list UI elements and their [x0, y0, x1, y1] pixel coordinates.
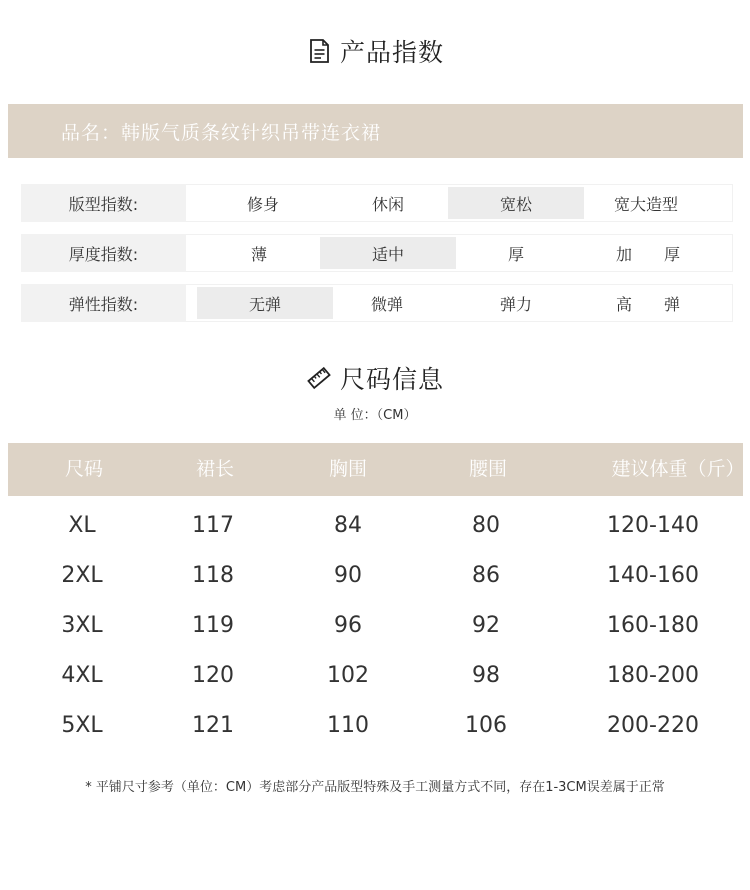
- cell-size: 5XL: [61, 713, 103, 738]
- cell-waist: 80: [472, 513, 500, 538]
- fit-option: 休闲: [371, 194, 404, 214]
- fit-option: 宽大造型: [613, 194, 678, 214]
- cell-size: XL: [68, 513, 96, 538]
- size-info-title-text: 尺码信息: [339, 365, 444, 394]
- cell-weight: 180-200: [607, 663, 699, 688]
- column-header-weight: 建议体重（斤）: [611, 458, 745, 480]
- table-row: [0, 551, 750, 601]
- size-table-header: [8, 443, 743, 496]
- thickness-option-selected: 适中: [320, 237, 456, 269]
- cell-length: 121: [192, 713, 234, 738]
- column-header-length: 裙长: [195, 458, 235, 480]
- fit-index-row: [21, 184, 733, 222]
- cell-bust: 96: [334, 613, 362, 638]
- fit-index-label: 版型指数:: [21, 184, 186, 222]
- cell-length: 120: [192, 663, 234, 688]
- cell-bust: 84: [334, 513, 362, 538]
- cell-bust: 90: [334, 563, 362, 588]
- cell-length: 119: [192, 613, 234, 638]
- size-info-title: [0, 361, 750, 395]
- product-name: 品名：韩版气质条纹针织吊带连衣裙: [61, 121, 382, 144]
- column-header-bust: 胸围: [328, 458, 368, 480]
- elasticity-option: 弹力: [499, 294, 532, 314]
- cell-weight: 200-220: [607, 713, 699, 738]
- size-unit: 单 位：（CM）: [333, 408, 417, 423]
- cell-waist: 106: [465, 713, 507, 738]
- cell-weight: 120-140: [607, 513, 699, 538]
- thickness-option: 厚: [507, 244, 524, 264]
- cell-size: 3XL: [61, 613, 103, 638]
- cell-bust: 110: [327, 713, 369, 738]
- cell-size: 4XL: [61, 663, 103, 688]
- elasticity-option: 高 弹: [615, 294, 680, 314]
- cell-bust: 102: [327, 663, 369, 688]
- cell-length: 117: [192, 513, 234, 538]
- cell-waist: 86: [472, 563, 500, 588]
- product-index-title: [0, 34, 750, 68]
- fit-option-selected: 宽松: [448, 187, 584, 219]
- cell-waist: 92: [472, 613, 500, 638]
- cell-weight: 140-160: [607, 563, 699, 588]
- cell-waist: 98: [472, 663, 500, 688]
- column-header-waist: 腰围: [468, 458, 508, 480]
- cell-weight: 160-180: [607, 613, 699, 638]
- cell-length: 118: [192, 563, 234, 588]
- thickness-index-label: 厚度指数:: [21, 234, 186, 272]
- document-icon: [306, 38, 332, 64]
- thickness-index-row: [21, 234, 733, 272]
- table-row: [0, 651, 750, 701]
- elasticity-option: 微弹: [370, 294, 403, 314]
- measurement-note: * 平铺尺寸参考（单位：CM）考虑部分产品版型特殊及手工测量方式不同，存在1-3CM误差属于正常: [85, 780, 665, 795]
- product-index-title-text: 产品指数: [339, 38, 444, 67]
- column-header-size: 尺码: [64, 458, 104, 480]
- elasticity-option-selected: 无弹: [197, 287, 333, 319]
- table-row: [0, 701, 750, 751]
- product-name-band: [8, 104, 743, 158]
- thickness-option: 加 厚: [615, 244, 680, 264]
- thickness-option: 薄: [250, 244, 267, 264]
- table-row: [0, 501, 750, 551]
- elasticity-index-label: 弹性指数:: [21, 284, 186, 322]
- ruler-icon: [306, 365, 332, 391]
- fit-option: 修身: [246, 194, 279, 214]
- table-row: [0, 601, 750, 651]
- cell-size: 2XL: [61, 563, 103, 588]
- elasticity-index-row: [21, 284, 733, 322]
